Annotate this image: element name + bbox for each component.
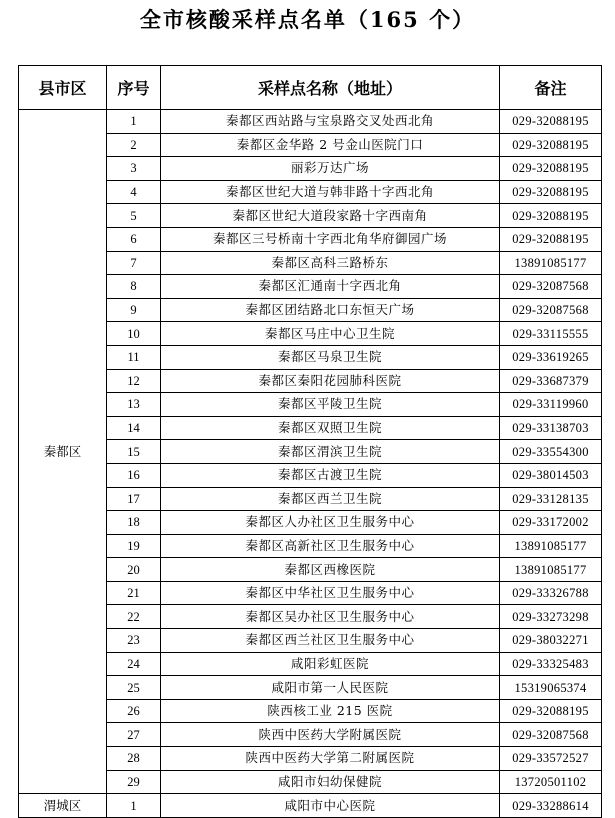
note-cell: 029-33572527: [500, 747, 602, 771]
note-cell: 13891085177: [500, 558, 602, 582]
seq-cell: 11: [107, 345, 161, 369]
table-row: [19, 605, 602, 629]
note-cell: 029-33172002: [500, 511, 602, 535]
name-cell: 秦都区西橡医院: [161, 558, 500, 582]
header-county: 县市区: [19, 66, 107, 110]
table-row: [19, 747, 602, 771]
seq-cell: 22: [107, 605, 161, 629]
note-cell: 029-32087568: [500, 298, 602, 322]
table-row: [19, 110, 602, 134]
table-row: [19, 487, 602, 511]
table-row: [19, 369, 602, 393]
seq-cell: 9: [107, 298, 161, 322]
note-cell: 029-38032271: [500, 629, 602, 653]
header-row: [19, 66, 602, 110]
seq-cell: 23: [107, 629, 161, 653]
name-cell: 秦都区马泉卫生院: [161, 345, 500, 369]
note-cell: 029-32088195: [500, 133, 602, 157]
table-row: [19, 534, 602, 558]
table-row: [19, 275, 602, 299]
name-cell: 咸阳彩虹医院: [161, 652, 500, 676]
seq-cell: 10: [107, 322, 161, 346]
name-cell: 丽彩万达广场: [161, 157, 500, 181]
table-row: [19, 416, 602, 440]
seq-cell: 12: [107, 369, 161, 393]
seq-cell: 4: [107, 180, 161, 204]
table-body: [19, 110, 602, 818]
name-cell: 秦都区汇通南十字西北角: [161, 275, 500, 299]
note-cell: 029-33687379: [500, 369, 602, 393]
seq-cell: 1: [107, 110, 161, 134]
seq-cell: 17: [107, 487, 161, 511]
county-cell: 渭城区: [19, 794, 107, 818]
name-cell: 秦都区双照卫生院: [161, 416, 500, 440]
seq-cell: 24: [107, 652, 161, 676]
seq-cell: 3: [107, 157, 161, 181]
table-row: [19, 463, 602, 487]
note-cell: 029-33326788: [500, 581, 602, 605]
table-row: [19, 251, 602, 275]
sampling-sites-table: [18, 65, 602, 818]
table-row: [19, 393, 602, 417]
name-cell: 陕西核工业 215 医院: [161, 699, 500, 723]
seq-cell: 29: [107, 770, 161, 794]
table-row: [19, 581, 602, 605]
note-cell: 029-32088195: [500, 699, 602, 723]
note-cell: 029-33115555: [500, 322, 602, 346]
seq-cell: 19: [107, 534, 161, 558]
name-cell: 陕西中医药大学第二附属医院: [161, 747, 500, 771]
table-row: [19, 180, 602, 204]
seq-cell: 6: [107, 227, 161, 251]
seq-cell: 13: [107, 393, 161, 417]
header-note: 备注: [500, 66, 602, 110]
seq-cell: 8: [107, 275, 161, 299]
table-row: [19, 298, 602, 322]
seq-cell: 5: [107, 204, 161, 228]
name-cell: 秦都区秦阳花园肺科医院: [161, 369, 500, 393]
note-cell: 029-33273298: [500, 605, 602, 629]
note-cell: 029-32088195: [500, 204, 602, 228]
note-cell: 029-32087568: [500, 275, 602, 299]
name-cell: 秦都区西站路与宝泉路交叉处西北角: [161, 110, 500, 134]
table-row: [19, 794, 602, 818]
note-cell: 029-33119960: [500, 393, 602, 417]
name-cell: 咸阳市中心医院: [161, 794, 500, 818]
table-row: [19, 511, 602, 535]
seq-cell: 27: [107, 723, 161, 747]
note-cell: 029-32088195: [500, 110, 602, 134]
seq-cell: 20: [107, 558, 161, 582]
name-cell: 陕西中医药大学附属医院: [161, 723, 500, 747]
name-cell: 秦都区团结路北口东恒天广场: [161, 298, 500, 322]
note-cell: 029-38014503: [500, 463, 602, 487]
table-row: [19, 204, 602, 228]
name-cell: 秦都区中华社区卫生服务中心: [161, 581, 500, 605]
table-row: [19, 723, 602, 747]
table-row: [19, 227, 602, 251]
seq-cell: 18: [107, 511, 161, 535]
table-row: [19, 699, 602, 723]
note-cell: 029-33325483: [500, 652, 602, 676]
table-row: [19, 652, 602, 676]
seq-cell: 1: [107, 794, 161, 818]
seq-cell: 21: [107, 581, 161, 605]
seq-cell: 25: [107, 676, 161, 700]
name-cell: 秦都区世纪大道段家路十字西南角: [161, 204, 500, 228]
note-cell: 029-32087568: [500, 723, 602, 747]
table-row: [19, 558, 602, 582]
seq-cell: 14: [107, 416, 161, 440]
name-cell: 秦都区人办社区卫生服务中心: [161, 511, 500, 535]
note-cell: 029-33128135: [500, 487, 602, 511]
note-cell: 13891085177: [500, 251, 602, 275]
header-seq: 序号: [107, 66, 161, 110]
seq-cell: 2: [107, 133, 161, 157]
table-row: [19, 770, 602, 794]
name-cell: 秦都区高新社区卫生服务中心: [161, 534, 500, 558]
page-title: 全市核酸采样点名单（165 个）: [139, 7, 476, 32]
note-cell: 15319065374: [500, 676, 602, 700]
name-cell: 秦都区西兰社区卫生服务中心: [161, 629, 500, 653]
note-cell: 13891085177: [500, 534, 602, 558]
note-cell: 029-32088195: [500, 157, 602, 181]
name-cell: 秦都区吴办社区卫生服务中心: [161, 605, 500, 629]
name-cell: 秦都区三号桥南十字西北角华府御园广场: [161, 227, 500, 251]
county-cell: 秦都区: [19, 110, 107, 794]
table-row: [19, 629, 602, 653]
table-row: [19, 157, 602, 181]
table-row: [19, 133, 602, 157]
note-cell: 029-33288614: [500, 794, 602, 818]
name-cell: 秦都区金华路 2 号金山医院门口: [161, 133, 500, 157]
note-cell: 029-33554300: [500, 440, 602, 464]
note-cell: 029-32088195: [500, 227, 602, 251]
name-cell: 秦都区西兰卫生院: [161, 487, 500, 511]
table-row: [19, 322, 602, 346]
name-cell: 秦都区高科三路桥东: [161, 251, 500, 275]
table-row: [19, 440, 602, 464]
seq-cell: 28: [107, 747, 161, 771]
name-cell: 秦都区世纪大道与韩非路十字西北角: [161, 180, 500, 204]
seq-cell: 15: [107, 440, 161, 464]
note-cell: 029-33619265: [500, 345, 602, 369]
name-cell: 咸阳市第一人民医院: [161, 676, 500, 700]
table-row: [19, 345, 602, 369]
note-cell: 029-33138703: [500, 416, 602, 440]
name-cell: 秦都区马庄中心卫生院: [161, 322, 500, 346]
seq-cell: 26: [107, 699, 161, 723]
seq-cell: 16: [107, 463, 161, 487]
note-cell: 029-32088195: [500, 180, 602, 204]
name-cell: 秦都区古渡卫生院: [161, 463, 500, 487]
name-cell: 咸阳市妇幼保健院: [161, 770, 500, 794]
table-row: [19, 676, 602, 700]
name-cell: 秦都区平陵卫生院: [161, 393, 500, 417]
seq-cell: 7: [107, 251, 161, 275]
name-cell: 秦都区渭滨卫生院: [161, 440, 500, 464]
header-name: 采样点名称（地址）: [161, 66, 500, 110]
note-cell: 13720501102: [500, 770, 602, 794]
